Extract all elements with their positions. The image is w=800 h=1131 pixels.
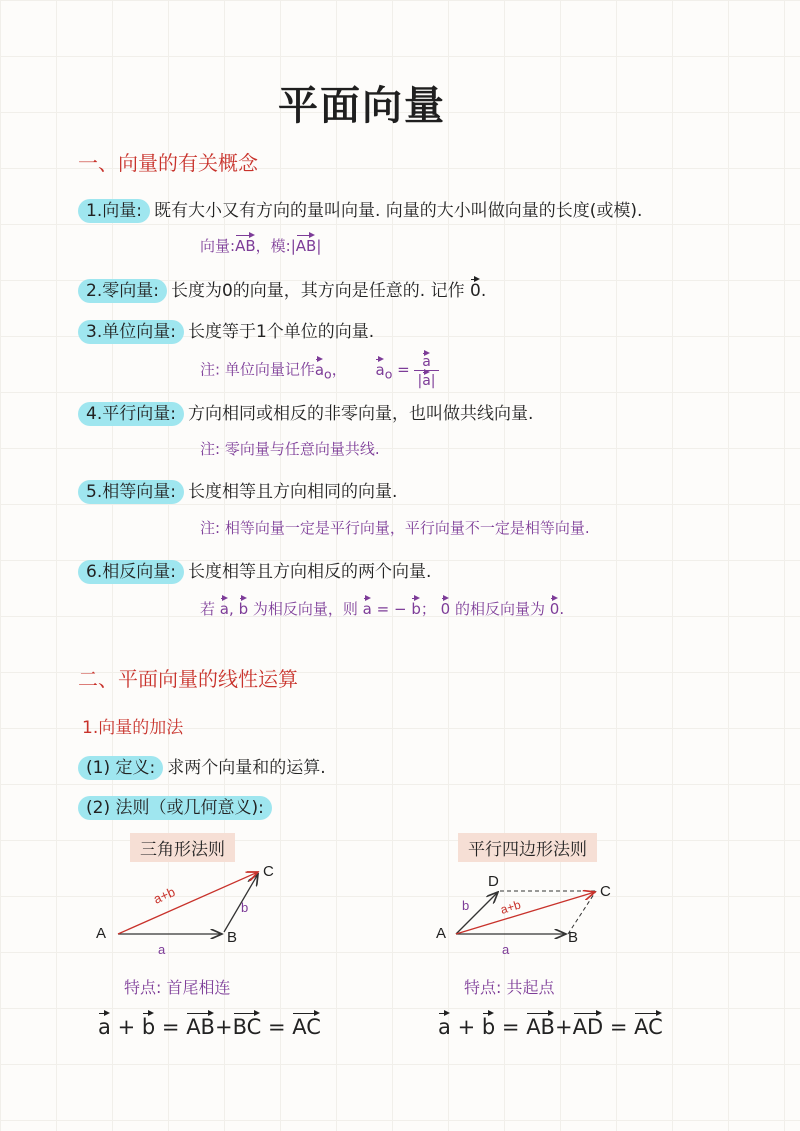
plus-sign: + xyxy=(457,1015,476,1039)
note-text: . xyxy=(559,600,565,618)
point-b: B xyxy=(568,929,579,946)
point-a: A xyxy=(436,925,447,942)
note-text: = − xyxy=(376,600,407,618)
parallelogram-formula xyxy=(438,1012,663,1039)
concept-text: 长度相等且方向相同的向量. xyxy=(187,482,398,502)
vector-ac-line xyxy=(118,872,258,934)
concept-text: 方向相同或相反的非零向量，也叫做共线向量. xyxy=(187,404,534,424)
plus-sign: + xyxy=(117,1015,136,1039)
triangle-rule-diagram xyxy=(90,858,300,958)
vector-ab-modulus: AB xyxy=(296,234,317,255)
fraction-numerator: a xyxy=(422,354,431,370)
equals-sign: = xyxy=(267,1015,286,1039)
parallel-note: 注: 零向量与任意向量共线. xyxy=(200,440,380,458)
zero-vector-symbol: 0 xyxy=(470,278,481,301)
vector-a: a xyxy=(363,597,372,618)
vector-ab: AB xyxy=(186,1012,215,1039)
point-c: C xyxy=(263,863,274,880)
note-text: ， xyxy=(331,360,347,379)
plus-sign: + xyxy=(214,1015,233,1039)
concept-label: 5.相等向量: xyxy=(78,480,184,504)
unit-fraction: $\frac{a}{|a|}$ xyxy=(414,352,438,388)
dashed-side-bc xyxy=(568,891,596,934)
addition-rule-label xyxy=(78,793,276,818)
point-c: C xyxy=(600,883,611,900)
vector-b: b xyxy=(411,597,421,618)
subscript: o xyxy=(324,366,332,382)
concept-label: 3.单位向量: xyxy=(78,320,184,344)
concept-text: 长度等于1个单位的向量. xyxy=(187,322,375,342)
note-text: , xyxy=(229,600,234,618)
concept-vector xyxy=(78,196,642,221)
section2-heading: 二、平面向量的线性运算 xyxy=(78,667,298,691)
definition-label: (1) 定义: xyxy=(78,756,163,780)
equal-note: 注: 相等向量一定是平行向量，平行向量不一定是相等向量. xyxy=(200,519,590,537)
concept-parallel-vector xyxy=(78,399,533,424)
vector-ab: AB xyxy=(235,234,256,255)
subscript: o xyxy=(384,366,393,382)
label-a: a xyxy=(502,942,510,957)
concept-label: 6.相反向量: xyxy=(78,560,184,584)
addition-heading: 1.向量的加法 xyxy=(82,718,184,738)
parallelogram-rule-diagram xyxy=(428,868,638,968)
point-b: B xyxy=(227,929,238,946)
plus-sign: + xyxy=(554,1015,573,1039)
concept-unit-vector xyxy=(78,317,374,342)
note-text: 注: 单位向量记作 xyxy=(200,360,315,379)
note-text: 若 xyxy=(200,600,216,618)
triangle-formula xyxy=(98,1012,321,1039)
vector-notation: 向量:AB，模:|AB| xyxy=(200,234,321,256)
unit-vector-note xyxy=(200,352,439,388)
equals-sign: = xyxy=(161,1015,180,1039)
note-text: ，模: xyxy=(255,237,291,255)
note-text: 为相反向量，则 xyxy=(252,600,358,618)
vector-ac: AC xyxy=(292,1012,321,1039)
point-d: D xyxy=(488,873,499,890)
point-a: A xyxy=(96,925,107,942)
concept-text: 长度为0的向量，其方向是任意的. 记作 xyxy=(170,281,465,301)
parallelogram-rule-title: 平行四边形法则 xyxy=(458,833,597,862)
vector-ac: AC xyxy=(634,1012,663,1039)
vector-a0: a xyxy=(315,358,324,379)
fraction-denominator: a xyxy=(422,372,431,389)
section1-heading: 一、向量的有关概念 xyxy=(78,151,258,175)
rule-label: (2) 法则（或几何意义): xyxy=(78,796,272,820)
vector-ad: AD xyxy=(573,1012,604,1039)
vector-b: b xyxy=(482,1012,495,1039)
concept-zero-vector: 2.零向量: 长度为0的向量，其方向是任意的. 记作 0. xyxy=(78,276,486,301)
concept-equal-vector xyxy=(78,477,397,502)
triangle-rule-title: 三角形法则 xyxy=(130,833,235,862)
concept-label: 1.向量: xyxy=(78,199,150,223)
zero-vector: 0 xyxy=(550,597,560,618)
note-text: ； xyxy=(420,600,436,618)
triangle-feature: 特点: 首尾相连 xyxy=(124,978,231,997)
vector-bc: BC xyxy=(233,1012,262,1039)
vector-ab: AB xyxy=(526,1012,555,1039)
zero-vector: 0 xyxy=(441,597,451,618)
label-a-plus-b: a+b xyxy=(498,897,523,917)
label-a-plus-b: a+b xyxy=(151,884,178,907)
concept-text: 长度相等且方向相反的两个向量. xyxy=(187,562,432,582)
equals-sign: = xyxy=(501,1015,520,1039)
definition-text: 求两个向量和的运算. xyxy=(167,758,326,778)
vector-b: b xyxy=(239,597,249,618)
vector-a: a xyxy=(438,1012,451,1039)
label-b: b xyxy=(462,898,470,913)
note-text: 的相反向量为 xyxy=(455,600,546,618)
parallelogram-feature: 特点: 共起点 xyxy=(464,978,555,997)
equals-sign: = xyxy=(397,360,410,379)
vector-b: b xyxy=(142,1012,155,1039)
label-b: b xyxy=(241,900,249,915)
addition-definition xyxy=(78,753,326,778)
vector-a0: a xyxy=(375,358,384,379)
page-title: 平面向量 xyxy=(278,83,446,129)
concept-text: 既有大小又有方向的量叫向量. 向量的大小叫做向量的长度(或模). xyxy=(153,201,643,221)
note-text: 向量: xyxy=(200,237,236,255)
vector-a: a xyxy=(98,1012,111,1039)
equals-sign: = xyxy=(609,1015,628,1039)
concept-label: 2.零向量: xyxy=(78,279,167,303)
vector-a: a xyxy=(220,597,229,618)
opposite-note xyxy=(200,597,564,619)
concept-label: 4.平行向量: xyxy=(78,402,184,426)
label-a: a xyxy=(158,942,166,957)
concept-opposite-vector xyxy=(78,557,431,582)
